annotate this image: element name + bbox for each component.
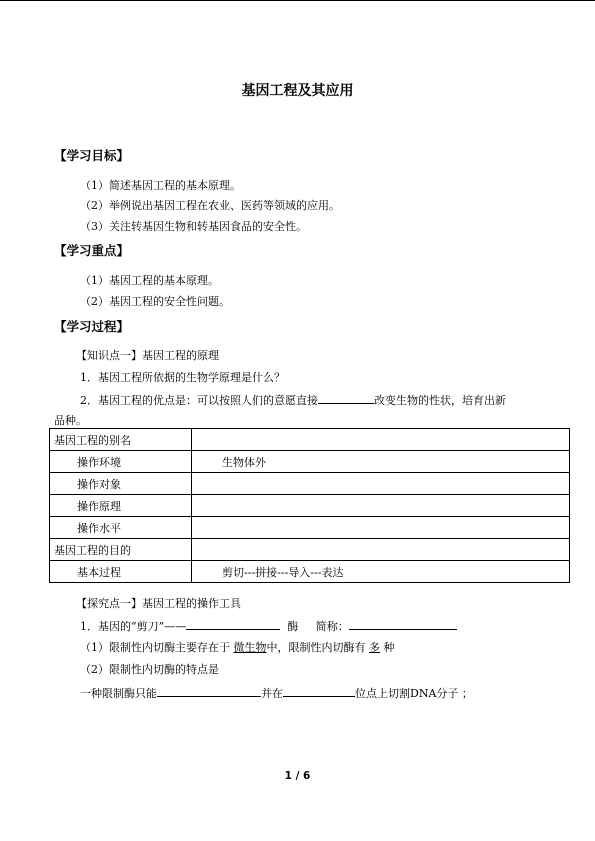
explore-line-4-a: 一种限制酶只能	[80, 687, 157, 700]
table-row	[50, 429, 570, 451]
answer-blank-q2[interactable]	[318, 391, 374, 404]
table-row-label: 基因工程的目的	[50, 539, 192, 561]
table-row	[50, 495, 570, 517]
explore-line-2-c: 种	[383, 641, 395, 654]
question-2-text-a: 2．基因工程的优点是：可以按照人们的意愿直接	[80, 394, 318, 407]
explore-line-1	[80, 617, 457, 634]
table-row-value[interactable]: 生物体外	[192, 451, 570, 473]
answer-blank-site[interactable]	[283, 684, 355, 697]
table-row-label: 操作环境	[50, 451, 192, 473]
answer-blank-scissors-enzyme[interactable]	[186, 617, 280, 630]
goal-item-3: （3）关注转基因生物和转基因食品的安全性。	[80, 220, 307, 233]
table-row	[50, 451, 570, 473]
explore-point-1: 【探究点一】基因工程的操作工具	[76, 597, 241, 610]
question-1: 1．基因工程所依据的生物学原理是什么？	[80, 371, 285, 384]
explore-line-4	[80, 684, 473, 701]
heading-goals: 【学习目标】	[54, 148, 130, 163]
table-row-value[interactable]	[192, 517, 570, 539]
table-row-label: 操作原理	[50, 495, 192, 517]
explore-line-4-c: 位点上切割DNA分子 ；	[355, 687, 473, 700]
page-number: 1 / 6	[284, 770, 311, 782]
answer-many: 多	[369, 641, 380, 654]
explore-line-2-b: 中，限制性内切酶有	[266, 641, 366, 654]
question-2-text-b: 改变生物的性状，培育出新	[374, 394, 506, 407]
heading-key-points: 【学习重点】	[54, 243, 130, 258]
page-title: 基因工程及其应用	[241, 83, 354, 99]
goal-item-2: （2）举例说出基因工程在农业、医药等领域的应用。	[80, 199, 340, 212]
table-row	[50, 539, 570, 561]
table-row-value[interactable]	[192, 495, 570, 517]
knowledge-point-1: 【知识点一】基因工程的原理	[76, 349, 219, 362]
explore-line-2	[80, 639, 395, 655]
explore-line-2-a: （1）限制性内切酶主要存在于	[80, 641, 230, 654]
table-row-label: 操作对象	[50, 473, 192, 495]
explore-line-1-b: 酶	[287, 620, 299, 633]
table-row	[50, 561, 570, 583]
question-2	[80, 391, 506, 408]
explore-line-1-a: 1．基因的“剪刀”——	[80, 620, 187, 633]
explore-line-4-b: 并在	[261, 687, 283, 700]
table-row-value[interactable]	[192, 473, 570, 495]
table-row	[50, 517, 570, 539]
goal-item-1: （1）简述基因工程的基本原理。	[80, 179, 241, 192]
answer-microorganism: 微生物	[233, 641, 267, 654]
key-point-1: （1）基因工程的基本原理。	[80, 274, 219, 287]
top-border-line	[0, 0, 595, 1]
key-point-2: （2）基因工程的安全性问题。	[80, 295, 230, 308]
table-row-label: 基本过程	[50, 561, 192, 583]
table-row-value[interactable]	[192, 429, 570, 451]
answer-blank-recognize[interactable]	[157, 684, 261, 697]
table-row-label: 操作水平	[50, 517, 192, 539]
table-row-value[interactable]	[192, 539, 570, 561]
gene-engineering-table	[49, 428, 570, 583]
answer-blank-abbreviation[interactable]	[349, 617, 457, 630]
explore-line-1-c: 简称：	[315, 620, 349, 633]
question-2-continued: 品种。	[54, 414, 87, 427]
table-row	[50, 473, 570, 495]
heading-process: 【学习过程】	[54, 319, 130, 334]
table-row-label: 基因工程的别名	[50, 429, 192, 451]
explore-line-3: （2）限制性内切酶的特点是	[80, 663, 219, 676]
table-row-value[interactable]: 剪切---拼接---导入---表达	[192, 561, 570, 583]
